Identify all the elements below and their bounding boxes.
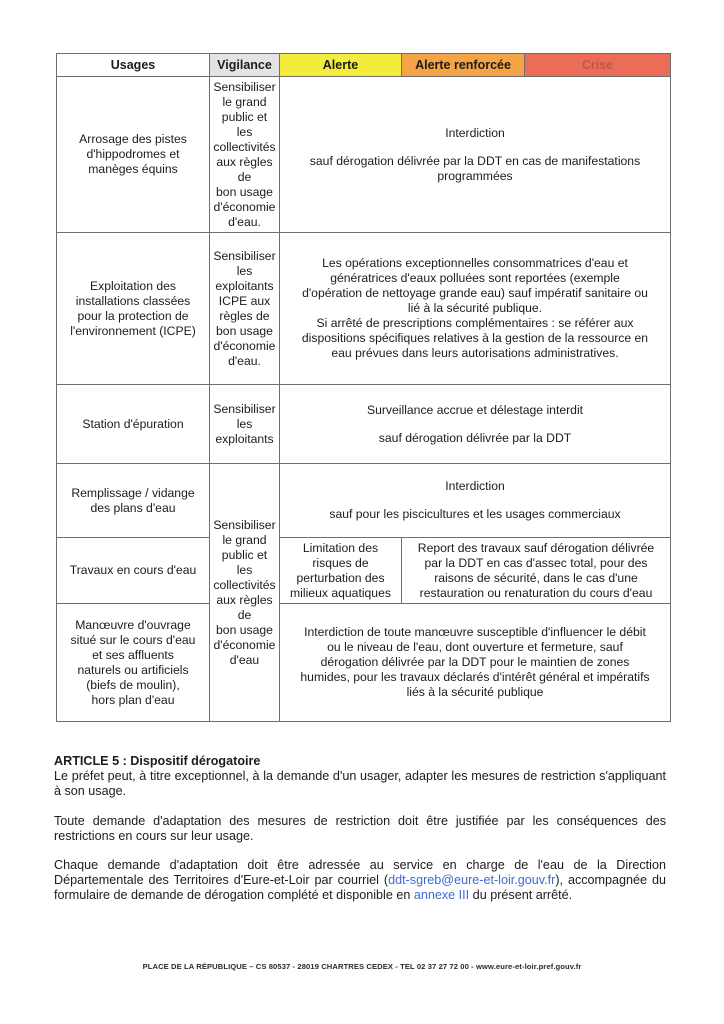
table-row bbox=[57, 77, 671, 233]
header-alerte: Alerte bbox=[280, 54, 402, 77]
restriction-measures-table bbox=[56, 53, 671, 722]
usage-cell: Manœuvre d'ouvrage situé sur le cours d'eau et ses affluents naturels ou artificiels (biefs de moulin), hors plan d'eau bbox=[57, 604, 210, 722]
header-crise: Crise bbox=[525, 54, 671, 77]
table-row bbox=[57, 233, 671, 385]
usage-cell: Travaux en cours d'eau bbox=[57, 538, 210, 604]
measure-text: sauf pour les piscicultures et les usages commerciaux bbox=[329, 507, 621, 521]
measure-title: Surveillance accrue et délestage interdit bbox=[366, 402, 584, 417]
vigilance-cell: Sensibiliser les exploitants bbox=[210, 385, 280, 464]
measure-cell: Les opérations exceptionnelles consommatrices d'eau et génératrices d'eaux polluées sont reportées (exemple d'opération de nettoyage grande eau) sauf impératif sanitaire ou lié à la sécurité publique. Si arrêté de prescriptions complémentaires : se référer aux dispositions spécifiques relatives à la gestion de la ressource en eau prévues dans leurs autorisations administratives. bbox=[280, 233, 671, 385]
measure-text: sauf dérogation délivrée par la DDT bbox=[378, 430, 572, 445]
email-link[interactable]: ddt-sgreb@eure-et-loir.gouv.fr bbox=[388, 873, 556, 888]
usage-cell: Arrosage des pistes d'hippodromes et manèges équins bbox=[57, 77, 210, 233]
article-paragraph bbox=[54, 858, 666, 904]
measure-text: sauf dérogation délivrée par la DDT en cas de manifestations programmées bbox=[309, 153, 641, 183]
header-alerte-renforcee: Alerte renforcée bbox=[402, 54, 525, 77]
article-5-section bbox=[54, 754, 666, 918]
usage-cell: Station d'épuration bbox=[57, 385, 210, 464]
table-header-row bbox=[57, 54, 671, 77]
paragraph-text: ), accompagnée du formulaire de demande de dérogation complété et disponible en bbox=[54, 873, 666, 903]
alerte-cell: Limitation des risques de perturbation des milieux aquatiques bbox=[280, 538, 402, 604]
header-usages: Usages bbox=[57, 54, 210, 77]
paragraph-text: Chaque demande d'adaptation doit être adressée au service en charge de l'eau de la Direction Départementale des Territoires d'Eure-et-Loir par courriel ( bbox=[54, 858, 666, 888]
vigilance-cell-shared: Sensibiliser le grand public et les collectivités aux règles de bon usage d'économie d'eau bbox=[210, 464, 280, 722]
article-title: ARTICLE 5 : Dispositif dérogatoire bbox=[54, 754, 261, 768]
article-paragraph: Toute demande d'adaptation des mesures de restriction doit être justifiée par les conséquences des restrictions en cours sur leur usage. bbox=[54, 813, 666, 843]
measure-cell bbox=[280, 385, 671, 464]
table-row bbox=[57, 464, 671, 538]
measure-cell: Interdiction de toute manœuvre susceptible d'influencer le débit ou le niveau de l'eau, dont ouverture et fermeture, sauf dérogation délivrée par la DDT pour le maintien de zones humides, pour les travaux déclarés d'intérêt général et impératifs liés à la sécurité publique bbox=[280, 604, 671, 722]
measure-cell bbox=[280, 464, 671, 538]
measure-title: Interdiction bbox=[445, 125, 505, 140]
vigilance-cell: Sensibiliser le grand public et les collectivités aux règles de bon usage d'économie d'eau. bbox=[210, 77, 280, 233]
header-vigilance: Vigilance bbox=[210, 54, 280, 77]
renforcee-crise-cell: Report des travaux sauf dérogation délivrée par la DDT en cas d'assec total, pour des raisons de sécurité, dans le cas d'une restauration ou renaturation du cours d'eau bbox=[402, 538, 671, 604]
table-row bbox=[57, 385, 671, 464]
page-footer: PLACE DE LA RÉPUBLIQUE – CS 80537 - 28019 CHARTRES CEDEX - TEL 02 37 27 72 00 - www.eure-et-loir.pref.gouv.fr bbox=[142, 962, 582, 971]
vigilance-cell: Sensibiliser les exploitants ICPE aux règles de bon usage d'économie d'eau. bbox=[210, 233, 280, 385]
article-paragraph: Le préfet peut, à titre exceptionnel, à la demande d'un usager, adapter les mesures de restriction s'appliquant à son usage. bbox=[54, 769, 666, 799]
usage-cell: Remplissage / vidange des plans d'eau bbox=[57, 464, 210, 538]
paragraph-text: du présent arrêté. bbox=[469, 888, 573, 903]
measure-title: Interdiction bbox=[445, 479, 505, 493]
measure-cell bbox=[280, 77, 671, 233]
table-row bbox=[57, 604, 671, 722]
usage-cell: Exploitation des installations classées pour la protection de l'environnement (ICPE) bbox=[57, 233, 210, 385]
table-row bbox=[57, 538, 671, 604]
annex-link[interactable]: annexe III bbox=[413, 888, 470, 903]
